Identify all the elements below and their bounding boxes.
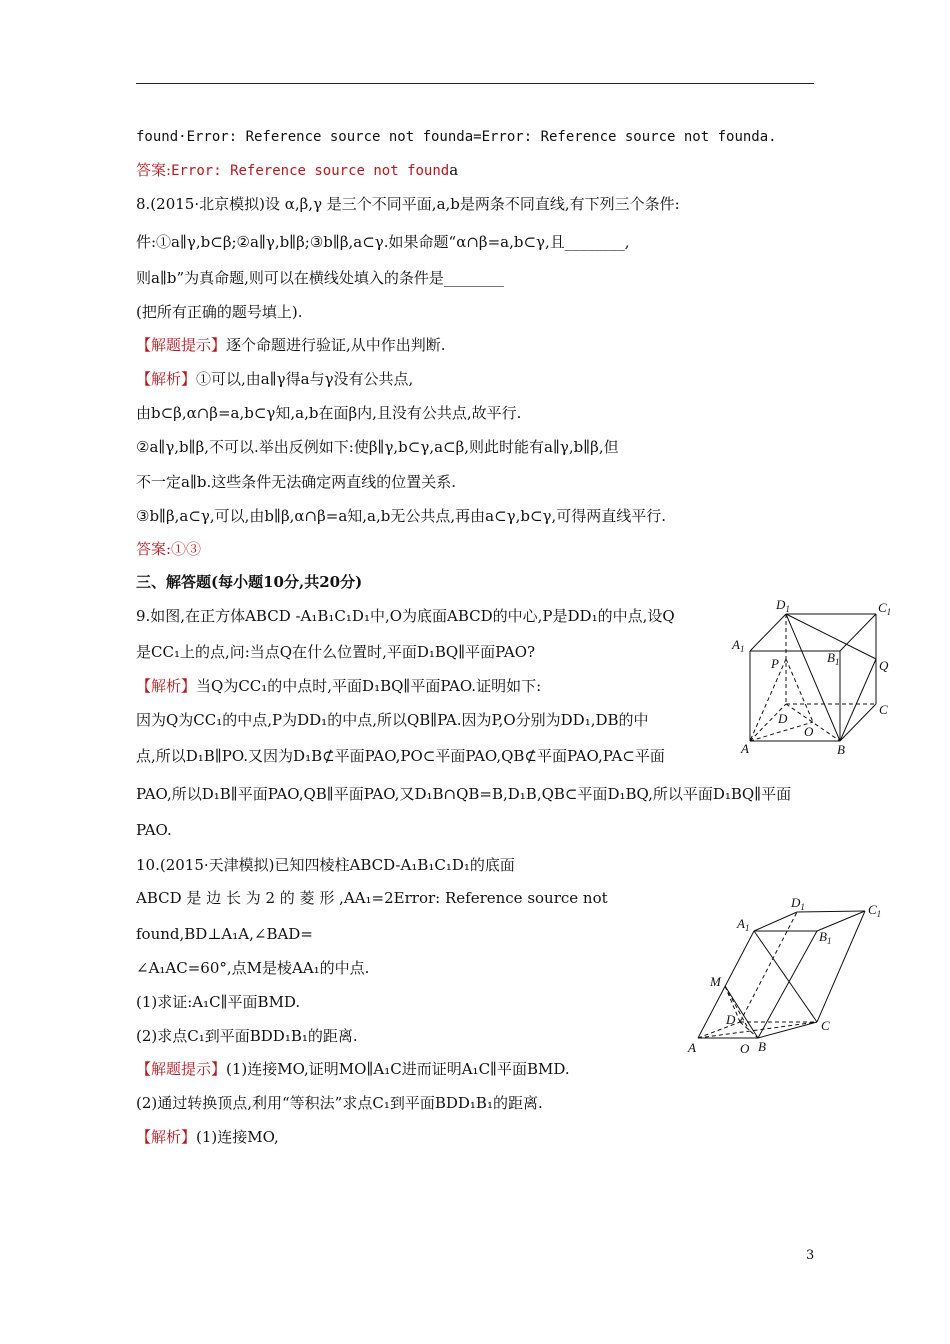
label-D: D xyxy=(726,1012,736,1027)
label-C: C xyxy=(821,1018,830,1033)
q8-line-2: 件:①a∥γ,b⊂β;②a∥γ,b∥β;③b∥β,a⊂γ.如果命题“α∩β=a,b⊂γ,且________, xyxy=(136,233,630,251)
seg-D1B xyxy=(786,614,840,741)
analysis-tag: 【解析】 xyxy=(136,677,197,695)
q8-answer: 答案:①③ xyxy=(136,540,202,558)
q10-hint-2: (2)通过转换顶点,利用“等积法”求点C₁到平面BDD₁B₁的距离. xyxy=(136,1094,543,1112)
q8-hint xyxy=(136,335,446,355)
q9-analysis-2: 因为Q为CC₁的中点,P为DD₁的中点,所以QB∥PA.因为P,O分别为DD₁,DB的中 xyxy=(136,711,649,729)
label-O: O xyxy=(740,1041,750,1056)
seg-PA xyxy=(750,659,786,741)
edge-BC xyxy=(840,704,876,741)
q10-analysis-1 xyxy=(136,1127,279,1147)
q10-line-3: found,BD⊥A₁A,∠BAD= xyxy=(136,925,313,943)
label-D1: $D_1$ xyxy=(791,895,805,912)
q9-analysis-1 xyxy=(136,676,541,696)
edge-B1C1 xyxy=(840,614,876,651)
page-number: 3 xyxy=(806,1248,815,1263)
label-Q: Q xyxy=(879,658,889,673)
label-A: A xyxy=(688,1040,696,1055)
label-A1: $A_1$ xyxy=(732,637,745,654)
edge-D1C1 xyxy=(797,911,865,912)
edge-BC xyxy=(758,1022,817,1038)
analysis-tag: 【解析】 xyxy=(136,1128,197,1146)
label-D1: $D_1$ xyxy=(776,597,790,614)
q8-analysis-1 xyxy=(136,369,413,389)
hint-text: (1)连接MO,证明MO∥A₁C进而证明A₁C∥平面BMD. xyxy=(226,1060,570,1078)
label-B: B xyxy=(837,742,845,757)
seg-AC xyxy=(698,1022,817,1038)
q9-analysis-3: 点,所以D₁B∥PO.又因为D₁B⊄平面PAO,PO⊂平面PAO,QB⊄平面PAO,PA⊂平面 xyxy=(136,747,665,765)
label-C1: $C_1$ xyxy=(878,600,892,617)
q10-hint xyxy=(136,1059,570,1079)
q8-analysis-3: ②a∥γ,b∥β,不可以.举出反例如下:使β∥γ,b⊂γ,a⊂β,则此时能有a∥γ,b∥β,但 xyxy=(136,438,619,456)
label-B: B xyxy=(758,1039,766,1054)
label-M: M xyxy=(710,974,721,989)
q9-analysis-4: PAO,所以D₁B∥平面PAO,QB∥平面PAO,又D₁B∩QB=B,D₁B,QB⊂平面D₁BQ,所以平面D₁BQ∥平面 xyxy=(136,785,792,803)
hint-tag: 【解题提示】 xyxy=(136,1060,227,1078)
analysis-text: (1)连接MO, xyxy=(196,1128,279,1146)
section-heading: 三、解答题(每小题10分,共20分) xyxy=(136,573,363,591)
q8-analysis-2: 由b⊂β,α∩β=a,b⊂γ知,a,b在面β内,且没有公共点,故平行. xyxy=(136,404,522,422)
prism-figure xyxy=(682,894,894,1060)
text-line-1: found·Error: Reference source not founda=Error: Reference source not founda. xyxy=(136,129,777,145)
q10-line-2: ABCD 是 边 长 为 2 的 菱 形 ,AA₁=2Error: Reference source not xyxy=(136,889,608,907)
answer-error: Error: Reference source not found xyxy=(171,163,450,179)
answer-line-1 xyxy=(136,160,458,181)
label-A: A xyxy=(741,741,749,756)
label-B1: $B_1$ xyxy=(827,650,840,667)
answer-label: 答案: xyxy=(136,161,172,179)
q9-analysis-5: PAO. xyxy=(136,821,172,839)
label-P: P xyxy=(771,656,779,671)
q8-line-4: (把所有正确的题号填上). xyxy=(136,303,303,321)
answer-tail: a xyxy=(449,161,459,179)
q10-line-6: (2)求点C₁到平面BDD₁B₁的距离. xyxy=(136,1027,358,1045)
edge-BB1 xyxy=(758,931,817,1038)
label-O: O xyxy=(804,724,814,739)
q8-line-1: 8.(2015·北京模拟)设 α,β,γ 是三个不同平面,a,b是两条不同直线,有下列三个条件: xyxy=(136,195,680,213)
q10-line-4: ∠A₁AC=60°,点M是棱AA₁的中点. xyxy=(136,959,370,977)
q10-line-1: 10.(2015·天津模拟)已知四棱柱ABCD-A₁B₁C₁D₁的底面 xyxy=(136,856,515,874)
cube-figure xyxy=(726,596,898,760)
q8-line-3: 则a∥b”为真命题,则可以在横线处填入的条件是________ xyxy=(136,269,504,287)
q8-analysis-5: ③b∥β,a⊂γ,可以,由b∥β,α∩β=a知,a,b无公共点,再由a⊂γ,b⊂γ,可得两直线平行. xyxy=(136,507,667,525)
q10-line-5: (1)求证:A₁C∥平面BMD. xyxy=(136,993,301,1011)
label-A1: $A_1$ xyxy=(737,916,750,933)
analysis-tag: 【解析】 xyxy=(136,370,197,388)
hint-tag: 【解题提示】 xyxy=(136,336,227,354)
analysis-text: 当Q为CC₁的中点时,平面D₁BQ∥平面PAO.证明如下: xyxy=(196,677,542,695)
hint-text: 逐个命题进行验证,从中作出判断. xyxy=(226,336,446,354)
label-D: D xyxy=(778,711,788,726)
seg-QB xyxy=(840,659,876,741)
q8-analysis-4: 不一定a∥b.这些条件无法确定两直线的位置关系. xyxy=(136,473,457,491)
label-B1: $B_1$ xyxy=(819,929,832,946)
edge-A1D1 xyxy=(750,614,786,651)
edge-A1D1 xyxy=(754,912,797,931)
analysis-text: ①可以,由a∥γ得a与γ没有公共点, xyxy=(196,370,414,388)
q9-line-2: 是CC₁上的点,问:当点Q在什么位置时,平面D₁BQ∥平面PAO? xyxy=(136,643,536,661)
label-C1: $C_1$ xyxy=(868,902,882,919)
label-C: C xyxy=(879,702,888,717)
q9-line-1: 9.如图,在正方体ABCD -A₁B₁C₁D₁中,O为底面ABCD的中心,P是DD₁的中点,设Q xyxy=(136,607,675,625)
header-rule xyxy=(136,83,814,84)
